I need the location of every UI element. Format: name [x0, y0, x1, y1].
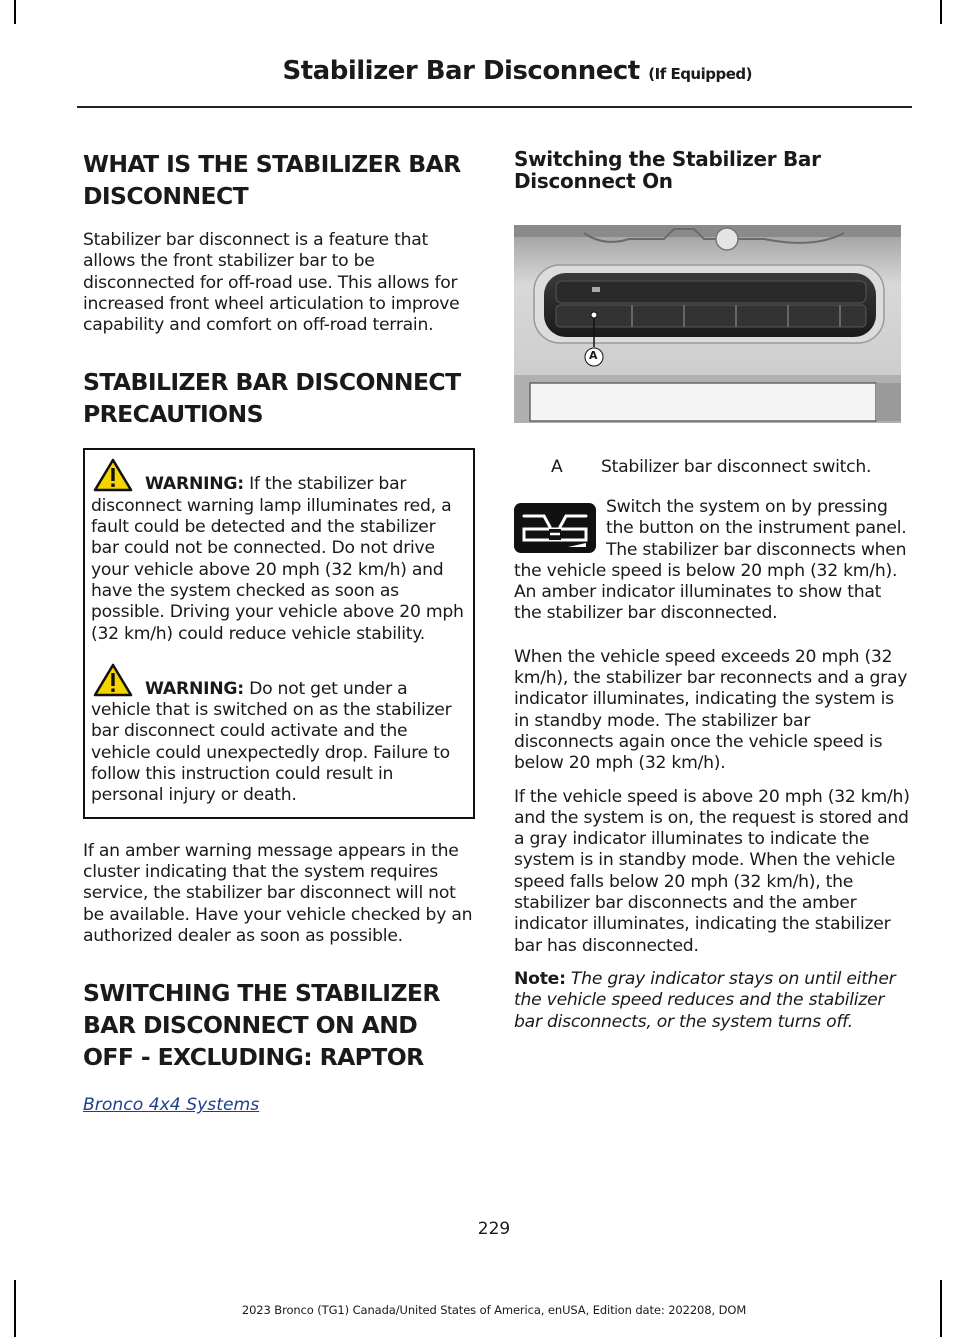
figure-callout-label: A [589, 349, 598, 362]
switching-on-heading [514, 148, 910, 192]
switching-heading [83, 977, 475, 1073]
switch-figure [514, 225, 901, 423]
what-is-heading-line-1: WHAT IS THE STABILIZER BAR [83, 150, 461, 178]
page-header [0, 56, 752, 86]
legend-value: Stabilizer bar disconnect switch. [601, 457, 872, 477]
crop-mark-top-right [940, 0, 942, 24]
warning-triangle-icon [93, 663, 133, 697]
figure-legend [514, 457, 910, 479]
left-column [83, 148, 475, 1115]
warning-item-2 [91, 679, 465, 807]
header-subtitle: (If Equipped) [648, 65, 752, 83]
switch-on-paragraph: Switch the system on by pressing the button on the instrument panel. The stabilizer bar disconnects when the vehicle speed is below 20 mph (32 km/h). An amber indicator illuminates to show that the stabilizer bar disconnected. [514, 497, 907, 624]
what-is-heading [83, 148, 475, 212]
page-number: 229 [477, 1219, 511, 1239]
warning-box [83, 448, 475, 818]
warning-item-1 [91, 474, 465, 644]
warning-1-label: WARNING: [145, 474, 244, 495]
instrument-panel-illustration [514, 225, 901, 423]
page-footer: 2023 Bronco (TG1) Canada/United States of America, enUSA, Edition date: 202208, DOM [241, 1303, 747, 1317]
what-is-heading-line-2: DISCONNECT [83, 182, 249, 210]
switching-on-heading-line-2: Disconnect On [514, 169, 673, 193]
switch-on-section [514, 497, 910, 625]
speed-exceeds-paragraph: When the vehicle speed exceeds 20 mph (32 km/h), the stabilizer bar reconnects and a gray indicator illuminates, indicating the system is in standby mode. The stabilizer bar disconnects again once the vehicle speed is below 20 mph (32 km/h). [514, 646, 908, 774]
what-is-body: Stabilizer bar disconnect is a feature that allows the front stabilizer bar to be disconnected for off-road use. This allows for increased front wheel articulation to improve capability and comfort on off-road terrain. [83, 230, 460, 336]
precautions-heading-line-2: PRECAUTIONS [83, 400, 263, 429]
switching-heading-line-3: OFF - EXCLUDING: RAPTOR [83, 1043, 424, 1072]
warning-2-label: WARNING: [145, 678, 244, 699]
switching-on-heading-line-1: Switching the Stabilizer Bar [514, 147, 821, 171]
amber-paragraph: If an amber warning message appears in the cluster indicating that the system requires service, the stabilizer bar disconnect will not be available. Have your vehicle checked by an authorized dealer as soon as possible. [83, 840, 473, 946]
bronco-4x4-systems-link[interactable]: Bronco 4x4 Systems [83, 1095, 260, 1116]
right-column [514, 148, 910, 1033]
switching-heading-line-1: SWITCHING THE STABILIZER [83, 979, 440, 1008]
warning-1-text: If the stabilizer bar disconnect warning lamp illuminates red, a fault could be detected and the stabilizer bar could not be connected. Do not drive your vehicle above 20 mph (32 km/h) and have the system checked as soon as possible. Driving your vehicle above 20 mph (32 km/h) could reduce vehicle stability. [91, 474, 464, 644]
warning-triangle-icon [93, 458, 133, 492]
warning-2-text: Do not get under a vehicle that is switched on as the stabilizer bar disconnect could activate and the vehicle could unexpectedly drop. Failure to follow this instruction could result in personal injury or death. [91, 678, 452, 806]
note-text: The gray indicator stays on until either the vehicle speed reduces and the stabilizer bar disconnects, or the system turns off. [514, 968, 896, 1032]
precautions-heading [83, 366, 475, 430]
note-paragraph [514, 969, 910, 1033]
crop-mark-top-left [14, 0, 16, 24]
speed-above-paragraph: If the vehicle speed is above 20 mph (32 km/h) and the system is on, the request is stored and a gray indicator illuminates to indicate the system is in standby mode. When the vehicle speed falls below 20 mph (32 km/h), the stabilizer bar disconnects and the amber indicator illuminates, indicating the stabilizer bar has disconnected. [514, 786, 910, 956]
note-label: Note: [514, 968, 566, 989]
switching-heading-line-2: BAR DISCONNECT ON AND [83, 1011, 418, 1040]
stabilizer-bar-disconnect-icon [514, 503, 596, 553]
header-rule [77, 106, 912, 108]
legend-key: A [551, 457, 563, 477]
precautions-heading-line-1: STABILIZER BAR DISCONNECT [83, 368, 461, 397]
header-title: Stabilizer Bar Disconnect [282, 56, 640, 86]
